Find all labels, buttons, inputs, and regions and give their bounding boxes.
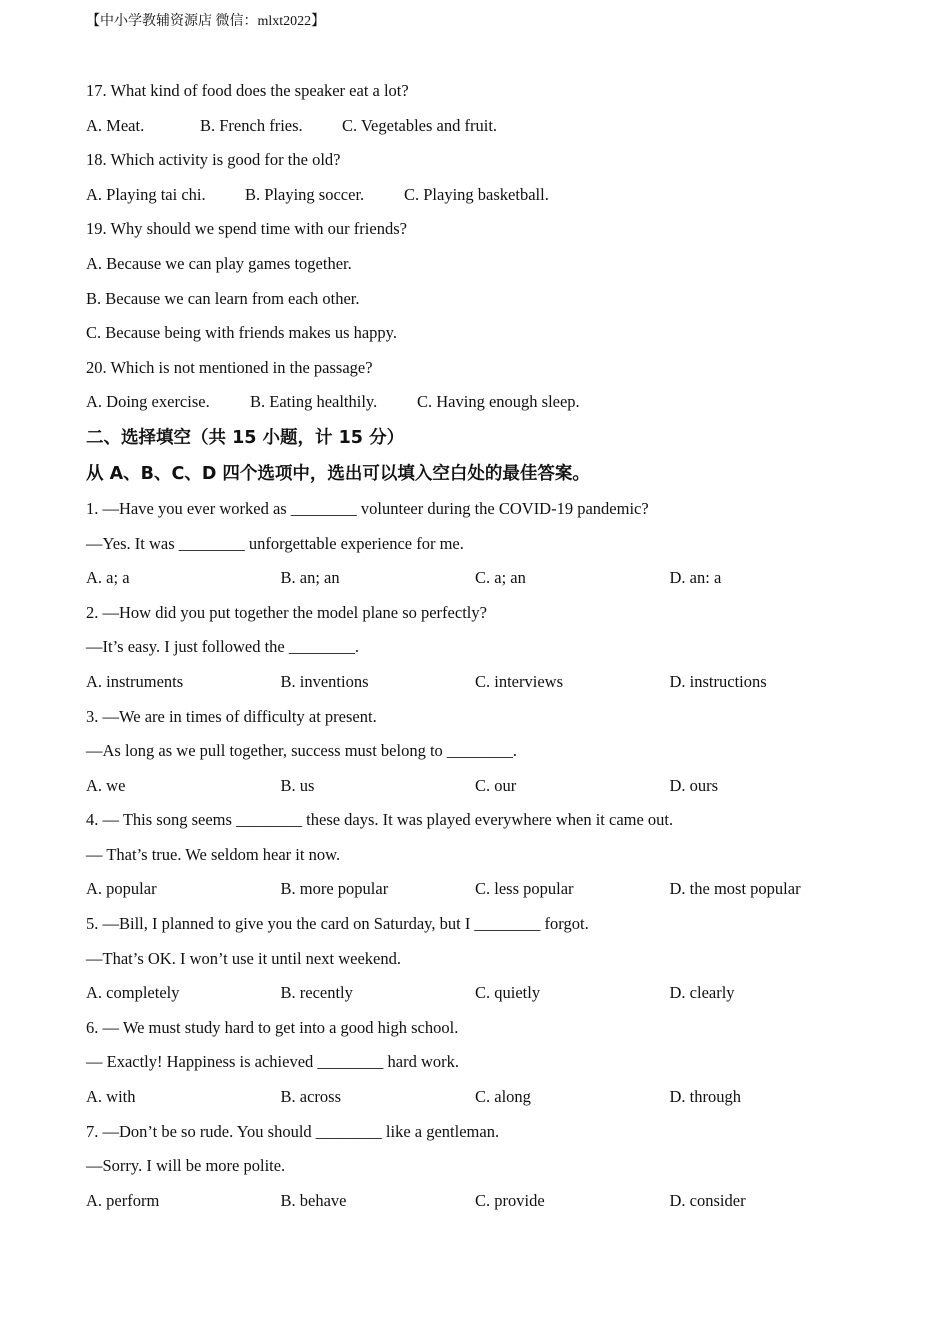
question-line: 7. —Don’t be so rude. You should ________ like a gentleman. bbox=[86, 1121, 500, 1141]
option-d: D. instructions bbox=[669, 671, 767, 691]
question-17-stem: 17. What kind of food does the speaker eat a lot? bbox=[86, 81, 409, 100]
option-a: A. Playing tai chi. bbox=[86, 184, 206, 204]
option-d: D. the most popular bbox=[669, 879, 801, 899]
section-title: 二、选择填空（共 15 小题，计 15 分） bbox=[86, 427, 405, 448]
option-c: C. less popular bbox=[475, 879, 574, 899]
question-line: 5. —Bill, I planned to give you the card on Saturday, but I ________ forgot. bbox=[86, 914, 589, 934]
option-c: C. along bbox=[475, 1087, 531, 1107]
question-17-options bbox=[86, 109, 886, 144]
option-a: A. a; a bbox=[86, 568, 130, 588]
option-d: D. consider bbox=[669, 1190, 746, 1210]
option-c: C. a; an bbox=[475, 568, 526, 588]
option-a: A. with bbox=[86, 1087, 136, 1107]
option-c: C. provide bbox=[475, 1190, 545, 1210]
option-b: B. inventions bbox=[280, 671, 369, 691]
option-c: C. Because being with friends makes us happy. bbox=[86, 323, 397, 343]
option-b: B. Eating healthily. bbox=[250, 392, 378, 412]
question-item bbox=[86, 1115, 886, 1219]
question-line: 4. — This song seems ________ these days. It was played everywhere when it came out. bbox=[86, 810, 674, 830]
question-item bbox=[86, 803, 886, 907]
option-c: C. Having enough sleep. bbox=[417, 392, 580, 412]
option-c: C. Vegetables and fruit. bbox=[342, 115, 498, 135]
question-18-stem: 18. Which activity is good for the old? bbox=[86, 150, 341, 170]
question-item bbox=[86, 492, 886, 596]
option-c: C. quietly bbox=[475, 983, 541, 1003]
options-row bbox=[86, 665, 886, 700]
answer-line: —That’s OK. I won’t use it until next weekend. bbox=[86, 948, 401, 968]
question-item bbox=[86, 1011, 886, 1115]
answer-line: — Exactly! Happiness is achieved ________ hard work. bbox=[86, 1052, 459, 1072]
option-a: A. Meat. bbox=[86, 115, 145, 135]
option-c: C. interviews bbox=[475, 671, 563, 691]
question-item bbox=[86, 907, 886, 1011]
section-instruction: 从 A、B、C、D 四个选项中，选出可以填入空白处的最佳答案。 bbox=[86, 463, 590, 484]
question-line: 3. —We are in times of difficulty at present. bbox=[86, 706, 377, 726]
option-d: D. clearly bbox=[669, 983, 735, 1003]
question-line: 2. —How did you put together the model plane so perfectly? bbox=[86, 602, 487, 622]
question-list bbox=[86, 492, 886, 1218]
option-b: B. Playing soccer. bbox=[245, 184, 365, 204]
options-row bbox=[86, 561, 886, 596]
option-d: D. ours bbox=[669, 775, 719, 795]
page-header-watermark: 【中小学教辅资源店 微信：mlxt2022】 bbox=[86, 14, 326, 29]
answer-line: —Yes. It was ________ unforgettable experience for me. bbox=[86, 533, 464, 553]
question-item bbox=[86, 700, 886, 804]
option-a: A. popular bbox=[86, 879, 157, 899]
question-line: 1. —Have you ever worked as ________ volunteer during the COVID-19 pandemic? bbox=[86, 498, 649, 518]
answer-line: — That’s true. We seldom hear it now. bbox=[86, 844, 341, 864]
option-a: A. we bbox=[86, 775, 126, 795]
option-b: B. across bbox=[280, 1087, 341, 1107]
option-b: B. more popular bbox=[280, 879, 389, 899]
question-18-options bbox=[86, 178, 886, 213]
option-b: B. an; an bbox=[280, 568, 340, 588]
option-b: B. French fries. bbox=[200, 115, 303, 135]
options-row bbox=[86, 1184, 886, 1219]
question-item bbox=[86, 596, 886, 700]
question-20-stem: 20. Which is not mentioned in the passage? bbox=[86, 357, 373, 377]
answer-line: —As long as we pull together, success must belong to ________. bbox=[86, 741, 518, 761]
question-20-options bbox=[86, 385, 886, 420]
option-b: B. behave bbox=[280, 1190, 347, 1210]
option-a: A. instruments bbox=[86, 671, 184, 691]
option-a: A. Because we can play games together. bbox=[86, 253, 352, 273]
question-19-stem: 19. Why should we spend time with our friends? bbox=[86, 219, 407, 239]
option-a: A. completely bbox=[86, 983, 180, 1003]
options-row bbox=[86, 976, 886, 1011]
options-row bbox=[86, 872, 886, 907]
option-d: D. through bbox=[669, 1087, 741, 1107]
option-c: C. our bbox=[475, 775, 517, 795]
option-b: B. Because we can learn from each other. bbox=[86, 288, 360, 308]
answer-line: —Sorry. I will be more polite. bbox=[86, 1156, 286, 1176]
exam-content bbox=[86, 74, 886, 1218]
options-row bbox=[86, 1080, 886, 1115]
options-row bbox=[86, 769, 886, 804]
option-d: D. an: a bbox=[669, 568, 722, 588]
option-b: B. us bbox=[280, 775, 315, 795]
question-line: 6. — We must study hard to get into a good high school. bbox=[86, 1017, 459, 1037]
option-a: A. perform bbox=[86, 1190, 160, 1210]
option-c: C. Playing basketball. bbox=[404, 184, 549, 204]
option-b: B. recently bbox=[280, 983, 353, 1003]
option-a: A. Doing exercise. bbox=[86, 392, 210, 412]
answer-line: —It’s easy. I just followed the ________. bbox=[86, 637, 359, 657]
